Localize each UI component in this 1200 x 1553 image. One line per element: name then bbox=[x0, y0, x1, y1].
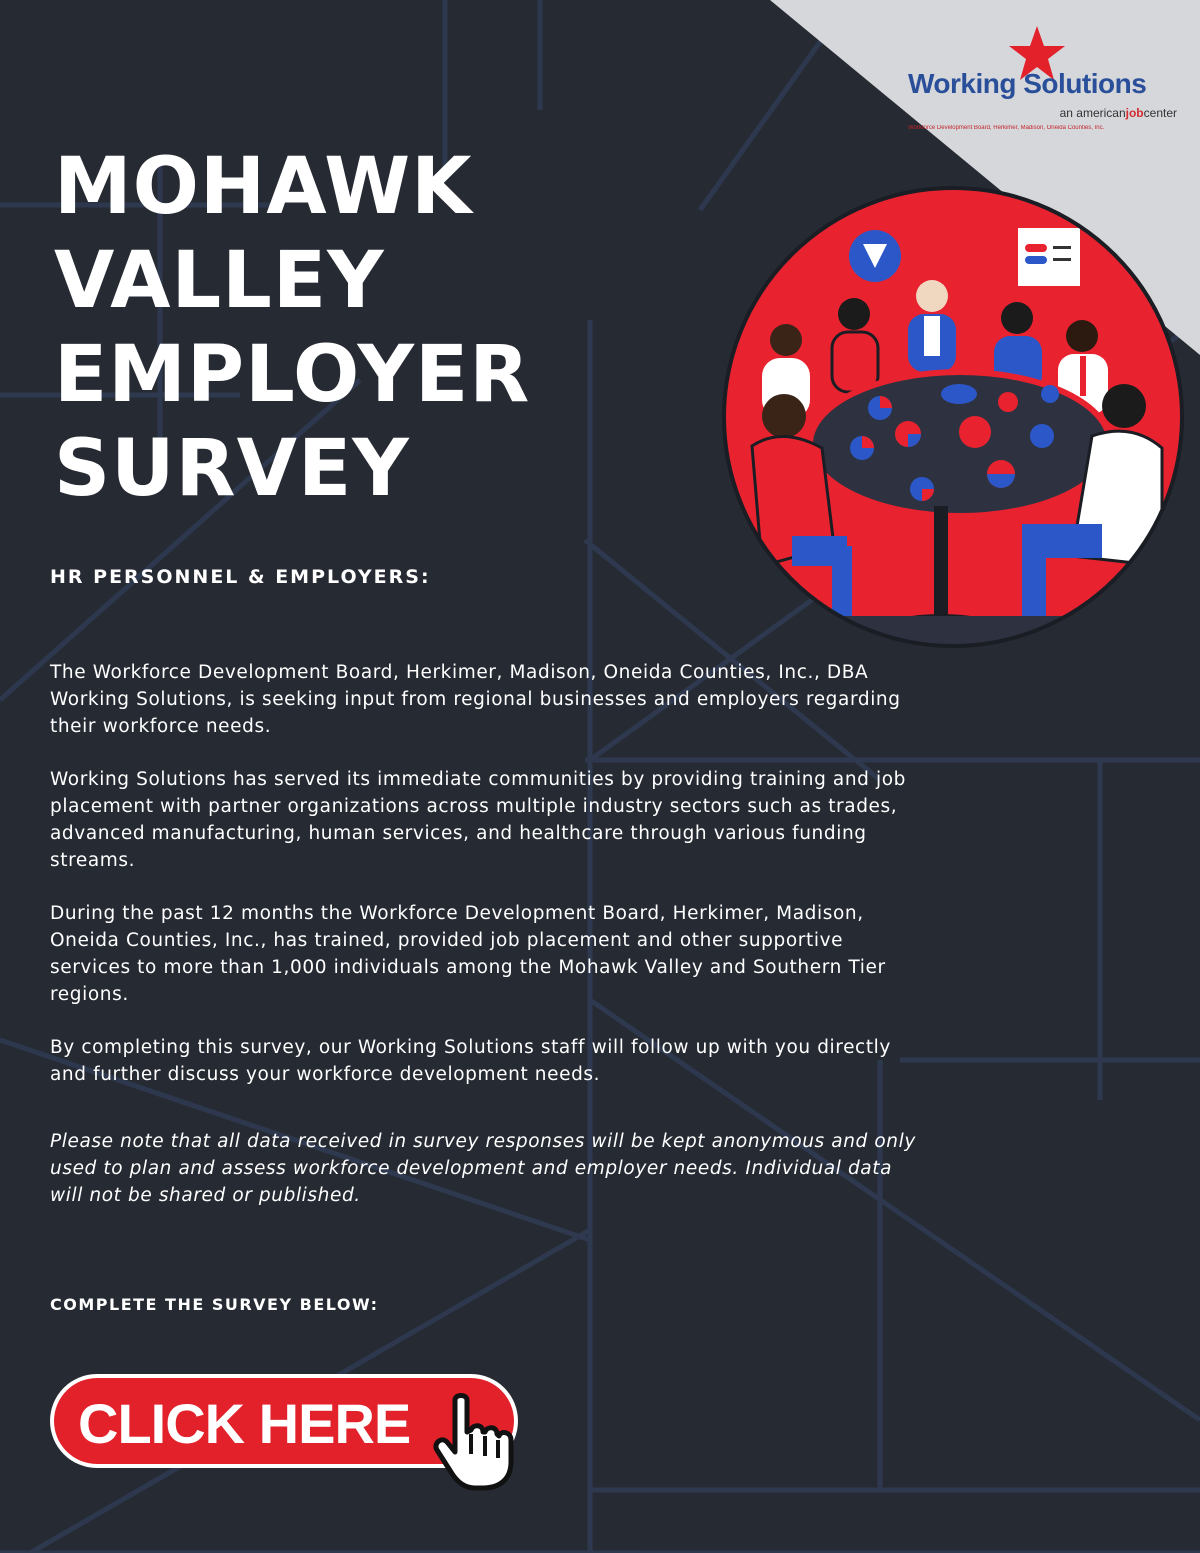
title-line: MOHAWK bbox=[54, 142, 473, 232]
logo-tagline: Workforce Development Board, Herkimer, Madison, Oneida Counties, Inc. bbox=[908, 125, 1105, 131]
click-here-label: CLICK HERE bbox=[78, 1392, 411, 1455]
paragraph: By completing this survey, our Working Solutions staff will follow up with you directly and further discuss your workforce development needs. bbox=[50, 1037, 891, 1085]
logo-title: Working Solutions bbox=[908, 68, 1147, 99]
title-line: SURVEY bbox=[54, 424, 410, 514]
cta-label: COMPLETE THE SURVEY BELOW: bbox=[50, 1295, 379, 1314]
page-title bbox=[54, 140, 530, 516]
paragraph: The Workforce Development Board, Herkimer, Madison, Oneida Counties, Inc., DBA Working Solutions, is seeking input from regional businesses and employers regarding their workforce needs. bbox=[50, 662, 901, 737]
meeting-illustration bbox=[722, 186, 1184, 648]
title-line: EMPLOYER bbox=[54, 330, 531, 420]
privacy-note: Please note that all data received in survey responses will be kept anonymous and only used to plan and assess workforce development and employer needs. Individual data will not be shared or published. bbox=[50, 1131, 916, 1206]
paragraph: Working Solutions has served its immediate communities by providing training and job placement with partner organizations across multiple industry sectors such as trades, advanced manufacturing, human services, and healthcare through various funding streams. bbox=[50, 769, 906, 871]
logo-subtitle: an americanjobcenter bbox=[1059, 106, 1177, 120]
paragraph: During the past 12 months the Workforce Development Board, Herkimer, Madison, Oneida Counties, Inc., has trained, provided job placement and other supportive services to more than 1,000 individuals among the Mohawk Valley and Southern Tier regions. bbox=[50, 903, 886, 1005]
working-solutions-logo[interactable] bbox=[900, 24, 1185, 142]
pointing-hand-icon bbox=[425, 1392, 525, 1492]
subheading: HR PERSONNEL & EMPLOYERS: bbox=[50, 566, 431, 588]
title-line: VALLEY bbox=[54, 236, 385, 326]
body-text bbox=[50, 659, 930, 1235]
